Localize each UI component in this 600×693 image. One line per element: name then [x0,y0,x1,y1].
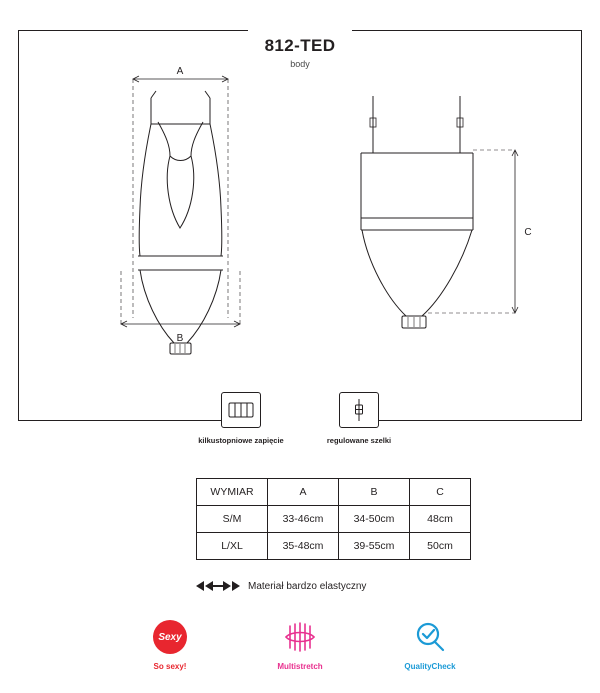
badge-qualitycheck [384,620,476,671]
technical-drawing [18,58,582,358]
table-header-cell: C [410,479,471,506]
page-title: 812-TED [264,36,336,55]
feature-item [314,392,404,446]
table-header-cell: B [339,479,410,506]
feature-item [196,392,286,446]
elastic-note-text: Materiał bardzo elastyczny [248,580,367,592]
table-cell-size: L/XL [197,533,268,560]
table-cell-a: 35-48cm [268,533,339,560]
stretch-arrows-icon [196,580,240,592]
badge-multistretch [254,620,346,671]
size-table-wrapper [196,478,471,560]
badge-label: QualityCheck [404,662,456,671]
dimension-label-b: B [176,333,184,344]
table-header-cell: WYMIAR [197,479,268,506]
back-view [361,96,518,328]
table-row [197,533,471,560]
badge-label: Multistretch [277,662,323,671]
sexy-badge-text: Sexy [153,620,187,654]
table-cell-b: 39-55cm [339,533,410,560]
table-header-row [197,479,471,506]
frame-line-top-left [18,30,248,31]
snap-closure-icon [221,392,261,428]
table-cell-b: 34-50cm [339,506,410,533]
frame-line-top-right [352,30,582,31]
page-subtitle: body [290,59,310,69]
feature-caption: kilkustopniowe zapięcie [198,436,284,445]
qualitycheck-icon [384,620,476,656]
table-header-cell: A [268,479,339,506]
elastic-note [196,580,366,592]
table-cell-c: 50cm [410,533,471,560]
features-row [0,392,600,446]
dimension-label-a: A [176,66,184,77]
table-row [197,506,471,533]
front-view [121,76,240,354]
badge-so-sexy [124,620,216,671]
size-table [196,478,471,560]
table-cell-size: S/M [197,506,268,533]
multistretch-icon [254,620,346,656]
sexy-badge-icon [124,620,216,656]
dimension-label-c: C [524,227,532,238]
badges-row [0,620,600,671]
table-cell-c: 48cm [410,506,471,533]
feature-caption: regulowane szelki [326,436,392,445]
table-cell-a: 33-46cm [268,506,339,533]
adjustable-straps-icon [339,392,379,428]
badge-label: So sexy! [153,662,187,671]
